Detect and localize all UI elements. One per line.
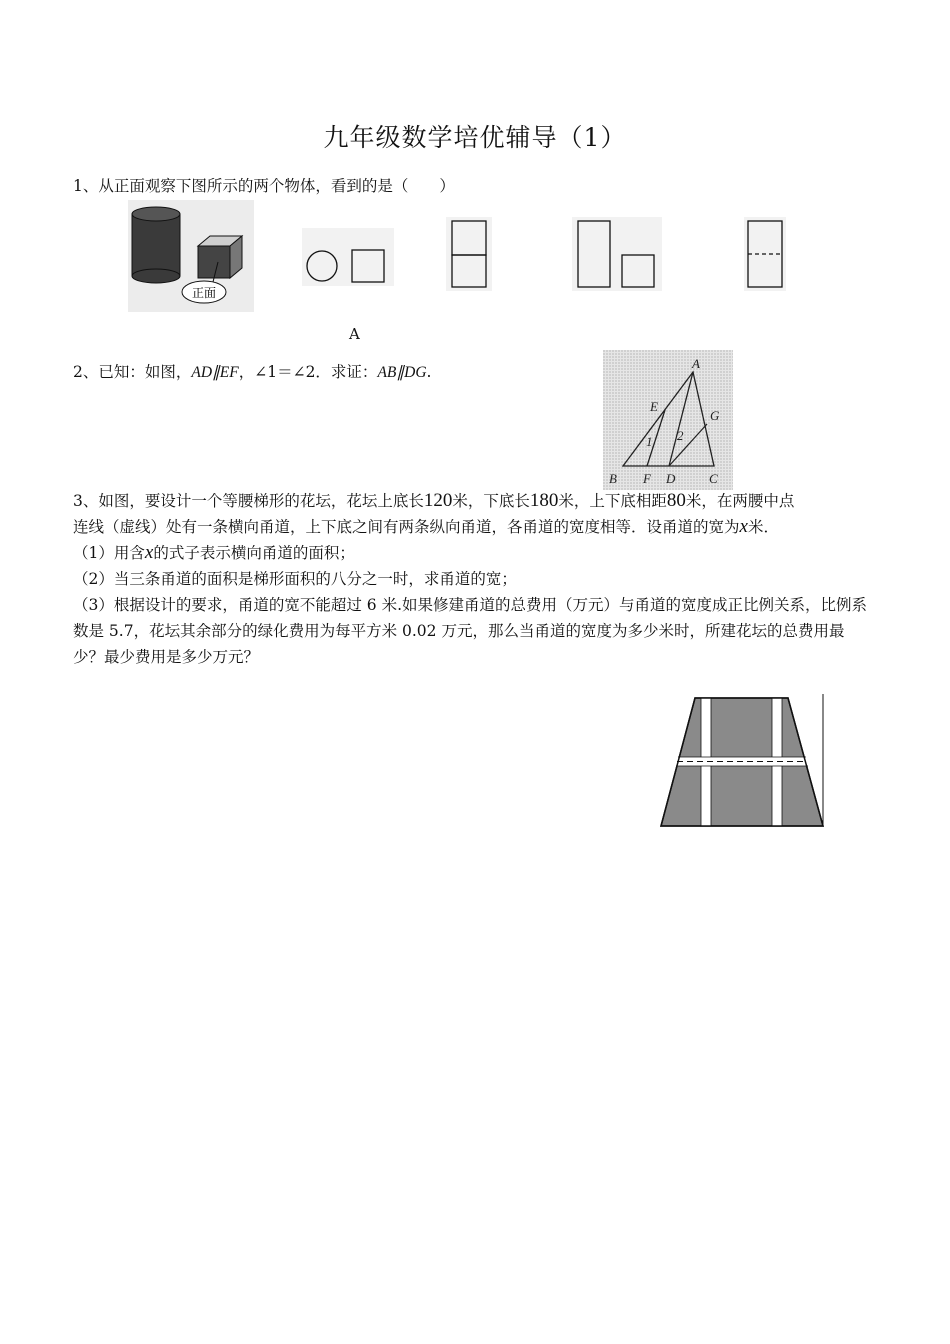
option-c-figure (572, 217, 662, 291)
option-b-figure (446, 217, 492, 291)
label-E: E (650, 399, 658, 414)
label-A: A (692, 356, 700, 371)
option-d-figure (744, 217, 786, 291)
q3-variable-x-2: x (144, 542, 154, 563)
q3-lower-base: 180 (529, 490, 559, 511)
label-C: C (709, 471, 718, 486)
label-G: G (710, 408, 720, 423)
q3-height: 80 (666, 490, 686, 511)
label-1: 1 (646, 434, 653, 449)
question-2-text (73, 359, 431, 386)
option-a-label: A (349, 325, 360, 343)
q3-upper-base: 120 (423, 490, 453, 511)
q2-ab-dg: AB∥DG (377, 364, 427, 381)
q3-part-1: （1）用含x的式子表示横向甬道的面积； (73, 542, 355, 563)
question-1-text: 1、从正面观察下图所示的两个物体，看到的是（ ） (73, 177, 455, 195)
q3-variable-x: x (739, 516, 748, 537)
label-2: 2 (677, 428, 684, 443)
q3-trapezoid-figure (658, 694, 828, 830)
label-F: F (643, 471, 651, 486)
front-label: 正面 (191, 286, 217, 300)
q2-ad-ef: AD∥EF (191, 364, 239, 381)
page-title: 九年级数学培优辅导（1） (323, 123, 627, 152)
option-a-figure (302, 228, 394, 286)
q1-solids-figure (128, 200, 254, 312)
label-B: B (609, 471, 617, 486)
q3-part-3: （3）根据设计的要求，甬道的宽不能超过 6 米.如果修建甬道的总费用（万元）与甬道的宽度成正比例关系，比例系数是 5.7，花坛其余部分的绿化费用为每平方米 0.02 万元，那么当甬道的宽度为多少米时，所建花坛的总费用最少？最少费用是多少万元？ (73, 596, 868, 666)
q3-line-2: 连线（虚线）处有一条横向甬道，上下底之间有两条纵向甬道，各甬道的宽度相等．设甬道的宽为x米． (73, 516, 779, 537)
label-D: D (666, 471, 676, 486)
q3-part-2: （2）当三条甬道的面积是梯形面积的八分之一时，求甬道的宽； (73, 570, 517, 588)
q2-end: . (426, 363, 432, 381)
q2-prefix: 2、已知：如图， (73, 363, 192, 381)
q2-mid: ，∠1＝∠2．求证： (238, 363, 378, 381)
q3-line-1: 3、如图，要设计一个等腰梯形的花坛，花坛上底长120米，下底长180米，上下底相距80米，在两腰中点 (73, 490, 795, 511)
question-3-text (73, 488, 873, 670)
q2-triangle-figure (603, 350, 733, 490)
